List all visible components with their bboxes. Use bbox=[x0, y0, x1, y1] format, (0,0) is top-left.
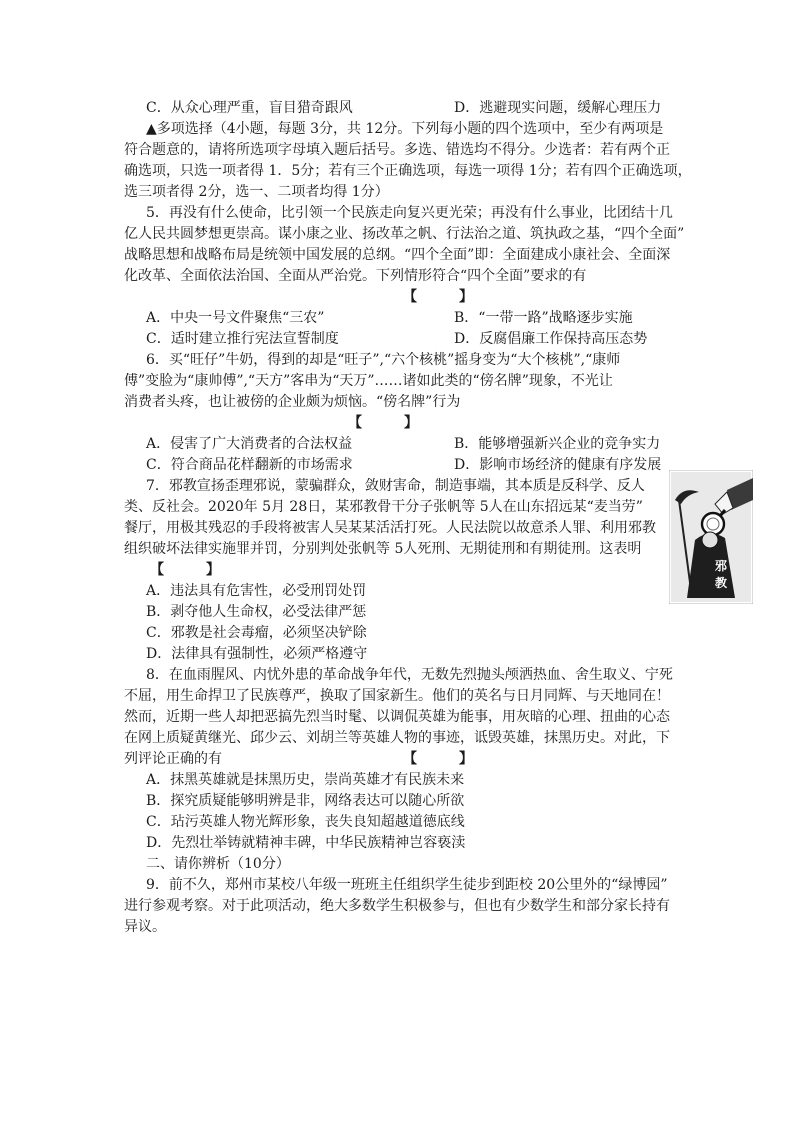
q8-stem-line-4: 在网上质疑黄继光、邱少云、刘胡兰等英雄人物的事迹，诋毁英雄，抹黑历史。对此，下 bbox=[124, 730, 670, 746]
q5-option-a: A．中央一号文件聚焦“三农” bbox=[146, 310, 325, 326]
q9-stem-line-2: 进行参观考察。对于此项活动，绝大多数学生积极参与，但也有少数学生和部分家长持有 bbox=[124, 898, 670, 914]
cult-cartoon-illustration bbox=[669, 470, 753, 604]
q4-option-d: D．逃避现实问题，缓解心理压力 bbox=[454, 100, 662, 116]
q6-stem-line-2: 傅”变脸为“康帅傅”,“天方”客串为“天万”……诸如此类的“傍名牌”现象，不光让 bbox=[124, 373, 613, 389]
q9-stem-line-3: 异议。 bbox=[124, 919, 166, 935]
q8-stem-line-3: 然而，近期一些人却把恶搞先烈当时髦、以调侃英雄为能事，用灰暗的心理、扭曲的心态 bbox=[124, 709, 670, 725]
q8-answer-bracket: 【 】 bbox=[403, 751, 473, 767]
q5-stem-line-2: 亿人民共圆梦想更崇高。谋小康之业、扬改革之帆、行法治之道、筑执政之基，“四个全面” bbox=[124, 226, 685, 242]
q5-option-d: D．反腐倡廉工作保持高压态势 bbox=[454, 331, 648, 347]
q7-stem-line-3: 餐厅，用极其残忍的手段将被害人吴某某活活打死。人民法院以故意杀人罪、利用邪教 bbox=[124, 520, 656, 536]
q6-stem-line-3: 消费者头疼，也让被傍的企业颇为烦恼。“傍名牌”行为 bbox=[124, 394, 461, 410]
q8-stem-line-1: 8．在血雨腥风、内忧外患的革命战争年代，无数先烈抛头颅洒热血、舍生取义、宁死 bbox=[146, 667, 673, 683]
q8-stem-line-5: 列评论正确的有 bbox=[124, 751, 222, 767]
q7-answer-bracket: 【 】 bbox=[150, 562, 220, 578]
q5-stem-line-4: 化改革、全面依法治国、全面从严治党。下列情形符合“四个全面”要求的有 bbox=[124, 268, 587, 284]
q7-option-b: B．剥夺他人生命权，必受法律严惩 bbox=[146, 604, 367, 620]
q6-option-b: B．能够增强新兴企业的竞争实力 bbox=[454, 436, 661, 452]
q6-option-c: C．符合商品花样翻新的市场需求 bbox=[146, 457, 353, 473]
section-2-heading: 二、请你辨析（10分） bbox=[146, 856, 290, 872]
q6-stem-line-1: 6．买“旺仔”牛奶，得到的却是“旺子”,“六个核桃”摇身变为“大个核桃”,“康师 bbox=[146, 352, 621, 368]
q8-stem-line-2: 不屈，用生命捍卫了民族尊严，换取了国家新生。他们的英名与日月同辉、与天地同在！ bbox=[124, 688, 670, 704]
section-instruction-line-4: 选三项者得 2分，选一、二项者均得 1分） bbox=[124, 184, 389, 200]
q6-answer-bracket: 【 】 bbox=[348, 415, 418, 431]
q6-option-d: D．影响市场经济的健康有序发展 bbox=[454, 457, 662, 473]
q6-option-a: A．侵害了广大消费者的合法权益 bbox=[146, 436, 353, 452]
q5-stem-line-3: 战略思想和战略布局是统领中国发展的总纲。“四个全面”即：全面建成小康社会、全面深 bbox=[124, 247, 671, 263]
q5-option-b: B．“一带一路”战略逐步实施 bbox=[454, 310, 633, 326]
q7-option-c: C．邪教是社会毒瘤，必须坚决铲除 bbox=[146, 625, 367, 641]
q8-option-c: C．玷污英雄人物光辉形象，丧失良知超越道德底线 bbox=[146, 814, 465, 830]
q8-option-d: D．先烈壮举铸就精神丰碑，中华民族精神岂容亵渎 bbox=[146, 835, 466, 851]
q7-stem-line-4: 组织破坏法律实施罪并罚，分别判处张帆等 5人死刑、无期徒刑和有期徒刑。这表明 bbox=[124, 541, 642, 557]
q7-option-d: D．法律具有强制性，必须严格遵守 bbox=[146, 646, 368, 662]
q7-stem-line-1: 7．邪教宣扬歪理邪说，蒙骗群众，敛财害命，制造事端，其本质是反科学、反人 bbox=[146, 478, 645, 494]
q5-answer-bracket: 【 】 bbox=[403, 289, 473, 305]
section-instruction-line-1: ▲多项选择（4小题，每题 3分，共 12分。下列每小题的四个选项中，至少有两项是 bbox=[146, 121, 664, 137]
q8-option-a: A．抹黑英雄就是抹黑历史，崇尚英雄才有民族未来 bbox=[146, 772, 465, 788]
section-instruction-line-3: 确选项，只选一项者得 1．5分；若有三个正确选项，每选一项得 1分；若有四个正确选项， bbox=[124, 163, 692, 179]
q7-option-a: A．违法具有危害性，必受刑罚处罚 bbox=[146, 583, 367, 599]
q5-stem-line-1: 5．再没有什么使命，比引领一个民族走向复兴更光荣；再没有什么事业，比团结十几 bbox=[146, 205, 673, 221]
section-instruction-line-2: 符合题意的，请将所选项字母填入题后括号。多选、错选均不得分。少选者：若有两个正 bbox=[124, 142, 670, 158]
q8-option-b: B．探究质疑能够明辨是非，网络表达可以随心所欲 bbox=[146, 793, 465, 809]
q7-stem-line-2: 类、反社会。2020年 5月 28日，某邪教骨干分子张帆等 5人在山东招远某“麦当劳” bbox=[124, 499, 643, 515]
illustration-caption-bottom: 教 bbox=[715, 576, 728, 590]
q9-stem-line-1: 9．前不久，郑州市某校八年级一班班主任组织学生徒步到距校 20公里外的“绿博园” bbox=[146, 877, 668, 893]
figure-head bbox=[702, 532, 718, 548]
q5-option-c: C．适时建立推行宪法宣誓制度 bbox=[146, 331, 339, 347]
illustration-caption-top: 邪 bbox=[715, 559, 728, 573]
q4-option-c: C．从众心理严重，盲目猎奇跟风 bbox=[146, 100, 353, 116]
